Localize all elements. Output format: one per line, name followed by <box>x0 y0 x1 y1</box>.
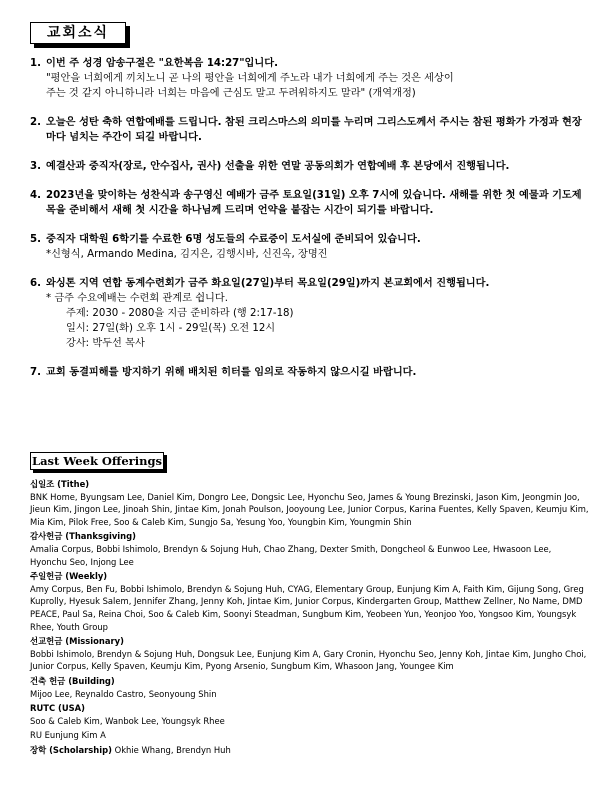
notice-subline: "평안을 너희에게 끼치노니 곧 나의 평안을 너희에게 주노라 내가 너희에게 주는 것은 세상이 <box>46 73 454 84</box>
notice-item <box>30 365 590 380</box>
notice-text: 예결산과 중직자(장로, 안수집사, 권사) 선출을 위한 연말 공동의회가 연합예배 후 본당에서 진행됩니다. <box>46 161 510 172</box>
notice-item <box>30 56 590 101</box>
offering-names: Bobbi Ishimolo, Brendyn & Sojung Huh, Dongsuk Lee, Eunjung Kim A, Gary Cronin, Hyonchu Seo, Jenny Koh, Jintae Kim, Jungho Choi, Junior Corpus, Kelly Spaven, Keumju Kim, Pyong Arsenio, Sungbum Kim, Whasoon Jang, Youngee Kim <box>30 648 587 672</box>
notice-item <box>30 276 590 351</box>
notice-number: 6. <box>30 278 41 289</box>
offering-names: Soo & Caleb Kim, Wanbok Lee, Youngsyk Rhee <box>30 715 225 726</box>
offering-names: BNK Home, Byungsam Lee, Daniel Kim, Dongro Lee, Dongsic Lee, Hyonchu Seo, James & Young Brezinski, Jason Kim, Jeongmin Joo, Jieun Kim, Jingon Lee, Jinoah Shin, Jintae Kim, Jonah Poulson, Jooyoung Lee, Junior Corpus, Karina Fuentes, Kelly Spaven, Keumju Kim, Mia Kim, Pilok Free, Soo & Caleb Kim, Sungjo Sa, Yesung Yoo, Youngbin Kim, Youngmin Shin <box>30 491 589 527</box>
notice-number: 1. <box>30 58 41 69</box>
notice-detail-line: 주제: 2030 - 2080을 지금 준비하라 (행 2:17-18) <box>66 308 294 319</box>
offerings-list <box>30 478 590 758</box>
notice-number: 7. <box>30 367 41 378</box>
offering-category: 주일헌금 (Weekly) <box>30 571 108 582</box>
offering-names: Amy Corpus, Ben Fu, Bobbi Ishimolo, Brendyn & Sojung Huh, CYAG, Elementary Group, Eunjung Kim A, Faith Kim, Gijung Song, Greg Kuprolly, Hyesuk Salem, Jennifer Zhang, Jenny Koh, Jintae Kim, Junior Corpus, Kindergarten Group, Matthew Zellner, No Name, DMD PEACE, Paul Sa, Reina Choi, Soo & Caleb Kim, Soonyi Steadman, Sungbum Kim, Yeobeen Yun, Yeonjoo Yoo, Yongsoo Kim, Youngsyk Rhee, Youth Group <box>30 583 584 632</box>
notice-text: 와싱톤 지역 연합 동계수련회가 금주 화요일(27일)부터 목요일(29일)까지 본교회에서 진행됩니다. <box>46 278 490 289</box>
notice-item <box>30 115 590 145</box>
notice-item <box>30 159 590 174</box>
notice-subline: 주는 것 같지 아니하니라 너희는 마음에 근심도 말고 두려워하지도 말라" (개역개정) <box>46 88 416 99</box>
offerings-title: Last Week Offerings <box>32 454 162 468</box>
notice-number: 4. <box>30 190 41 201</box>
notice-text: 오늘은 성탄 축하 연합예배를 드립니다. 참된 크리스마스의 의미를 누리며 그리스도께서 주시는 참된 평화가 가정과 현장마다 넘치는 주간이 되길 바랍니다. <box>46 117 582 143</box>
notice-detail-line: 일시: 27일(화) 오후 1시 - 29일(목) 오전 12시 <box>66 323 276 334</box>
notice-text: 2023년을 맞이하는 성찬식과 송구영신 예배가 금주 토요일(31일) 오후 7시에 있습니다. 새해를 위한 첫 예물과 기도제목을 준비해서 새해 첫 시간을 하나님께 드리며 언약을 붙잡는 시간이 되기를 바랍니다. <box>46 190 582 216</box>
offerings-header <box>30 452 164 470</box>
notice-number: 5. <box>30 234 41 245</box>
offering-names: Amalia Corpus, Bobbi Ishimolo, Brendyn & Sojung Huh, Chao Zhang, Dexter Smith, Dongcheol & Eunwoo Lee, Hwasoon Lee, Hyonchu Seo, Injong Lee <box>30 543 552 567</box>
notice-text: 교회 동결피해를 방지하기 위해 배치된 히터를 임의로 작동하지 않으시길 바랍니다. <box>46 367 417 378</box>
notice-detail-line: 강사: 박두선 목사 <box>66 338 145 349</box>
news-header-title: 교회소식 <box>30 22 126 44</box>
notice-text: 이번 주 성경 암송구절은 "요한복음 14:27"입니다. <box>46 58 278 69</box>
offering-names: Okhie Whang, Brendyn Huh <box>114 744 231 755</box>
offering-category: 감사헌금 (Thanksgiving) <box>30 531 136 542</box>
notice-item <box>30 188 590 218</box>
notice-subline: * 금주 수요예배는 수련회 관계로 쉽니다. <box>46 293 228 304</box>
notice-text: 중직자 대학원 6학기를 수료한 6명 성도들의 수료증이 도서실에 준비되어 있습니다. <box>46 234 421 245</box>
notice-number: 3. <box>30 161 41 172</box>
offering-group <box>30 744 590 757</box>
offering-category: 십일조 (Tithe) <box>30 479 90 489</box>
notice-number: 2. <box>30 117 41 128</box>
notice-subline: *신형식, Armando Medina, 김지은, 김행시바, 신진옥, 장명진 <box>46 249 328 260</box>
notice-item <box>30 232 590 262</box>
offering-category: RUTC (USA) <box>30 703 85 714</box>
offering-category: 건축 헌금 (Building) <box>30 675 115 686</box>
notice-list <box>30 56 590 394</box>
offering-names: RU Eunjung Kim A <box>30 730 106 741</box>
offering-names: Mijoo Lee, Reynaldo Castro, Seonyoung Shin <box>30 688 217 699</box>
offering-category: 선교헌금 (Missionary) <box>30 636 124 647</box>
offering-category: 장학 (Scholarship) <box>30 744 112 755</box>
news-header <box>30 22 126 44</box>
